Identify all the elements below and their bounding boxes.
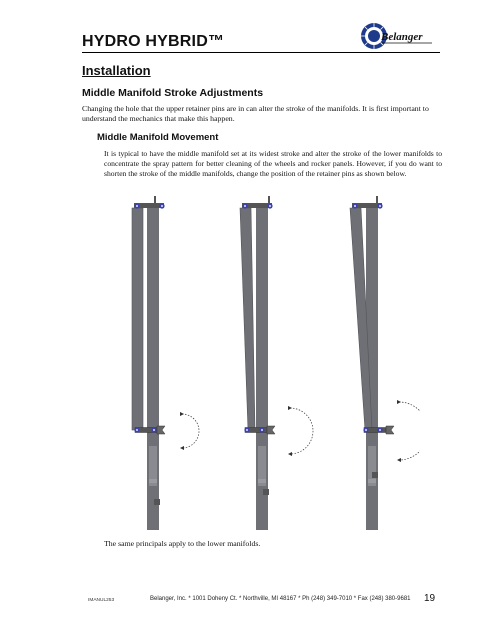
middle-manifold-2 [240, 208, 255, 430]
subsubsection-title: Middle Manifold Movement [97, 132, 219, 143]
figure-caption: The same principals apply to the lower manifolds. [104, 539, 261, 548]
document-header-title: HYDRO HYBRID™ [82, 33, 225, 50]
subsubsection-paragraph: It is typical to have the middle manifold set at its widest stroke and alter the stroke of the lower manifolds to concentrate the spray pattern for better cleaning of the wheels and rocker panels. However, if you do want to shorten the stroke of the middle manifolds, change the position of the retainer pins as shown below. [104, 149, 442, 179]
page-number: 19 [424, 593, 436, 604]
middle-manifold-1 [132, 208, 143, 430]
header-rule [82, 52, 440, 53]
subsection-title: Middle Manifold Stroke Adjustments [82, 87, 264, 99]
manifold-diagram [110, 196, 420, 536]
manifold-assembly-2 [240, 196, 313, 530]
footer-doc-code: IMANUL253 [88, 598, 115, 603]
manifold-assembly-1 [132, 196, 199, 530]
manifold-assembly-3 [350, 196, 420, 530]
subsection-paragraph: Changing the hole that the upper retainer pins are in can alter the stroke of the manifolds. It is first important to understand the mechanics that make this happen. [82, 104, 429, 123]
section-title: Installation [82, 63, 151, 78]
footer-address: Belanger, Inc. * 1001 Doheny Ct. * Northville, MI 48167 * Ph (248) 349-7010 * Fax (248) 380-9681 [150, 596, 411, 602]
logo-text: Belanger [381, 31, 423, 43]
belanger-logo [356, 20, 436, 52]
